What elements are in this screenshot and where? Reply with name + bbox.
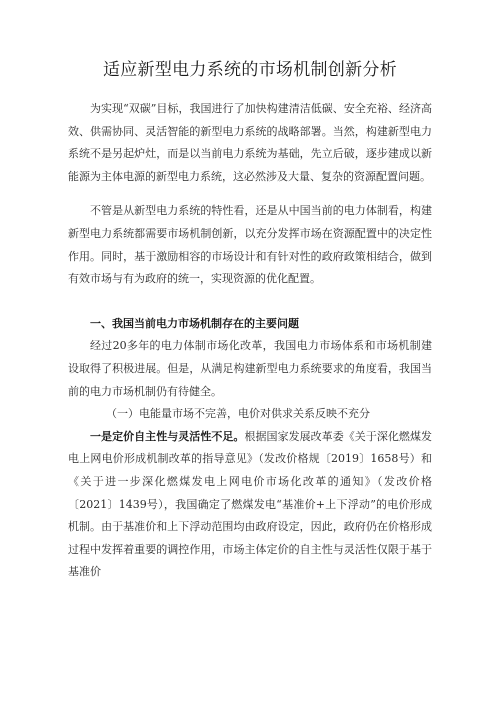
document-title: 适应新型电力系统的市场机制创新分析 — [102, 60, 398, 80]
section-spacer — [68, 291, 432, 313]
paragraph-intro: 为实现“双碳”目标，我国进行了加快构建清洁低碳、安全充裕、经济高效、供需协同、灵活智能的新型电力系统的战略部署。当然，构建新型电力系统不是另起炉灶，而是以当前电力系统为基础，先立后破，逐步建成以新能源为主体电源的新型电力系统，这必然涉及大量、复杂的资源配置问题。 — [68, 102, 432, 183]
paragraph-reform-progress: 经过20多年的电力体制市场化改革，我国电力市场体系和市场机制建设取得了积极进展。但是，从满足构建新型电力系统要求的角度看，我国当前的电力市场机制仍有待健全。 — [68, 339, 432, 398]
paragraph-body-text: 根据国家发展改革委《关于深化燃煤发电上网电价形成机制改革的指导意见》（发改价格规〔2019〕1658号）和《关于进一步深化燃煤发电上网电价市场化改革的通知》（发改价格〔2021〕1439号），我国确定了燃煤发电“基准价+上下浮动”的电价形成机制。由于基准价和上下浮动范围均由政府设定，因此，政府仍在价格形成过程中发挥着重要的调控作用，市场主体定价的自主性与灵活性仅限于基于基准价 — [68, 429, 433, 579]
section-heading-1: 一、我国当前电力市场机制存在的主要问题 — [90, 316, 299, 330]
paragraph-lead-phrase: 一是定价自主性与灵活性不足。 — [90, 429, 245, 443]
paragraph-pricing — [68, 426, 432, 584]
subsection-heading-1: （一）电能量市场不完善，电价对供求关系反映不充分 — [106, 407, 370, 421]
paragraph-market-mechanism: 不管是从新型电力系统的特性看，还是从中国当前的电力体制看，构建新型电力系统都需要市场机制创新，以充分发挥市场在资源配置中的决定性作用。同时，基于激励相容的市场设计和有针对性的政府政策相结合，做到有效市场与有为政府的统一，实现资源的优化配置。 — [68, 204, 432, 286]
paragraph-spacer — [68, 188, 432, 200]
